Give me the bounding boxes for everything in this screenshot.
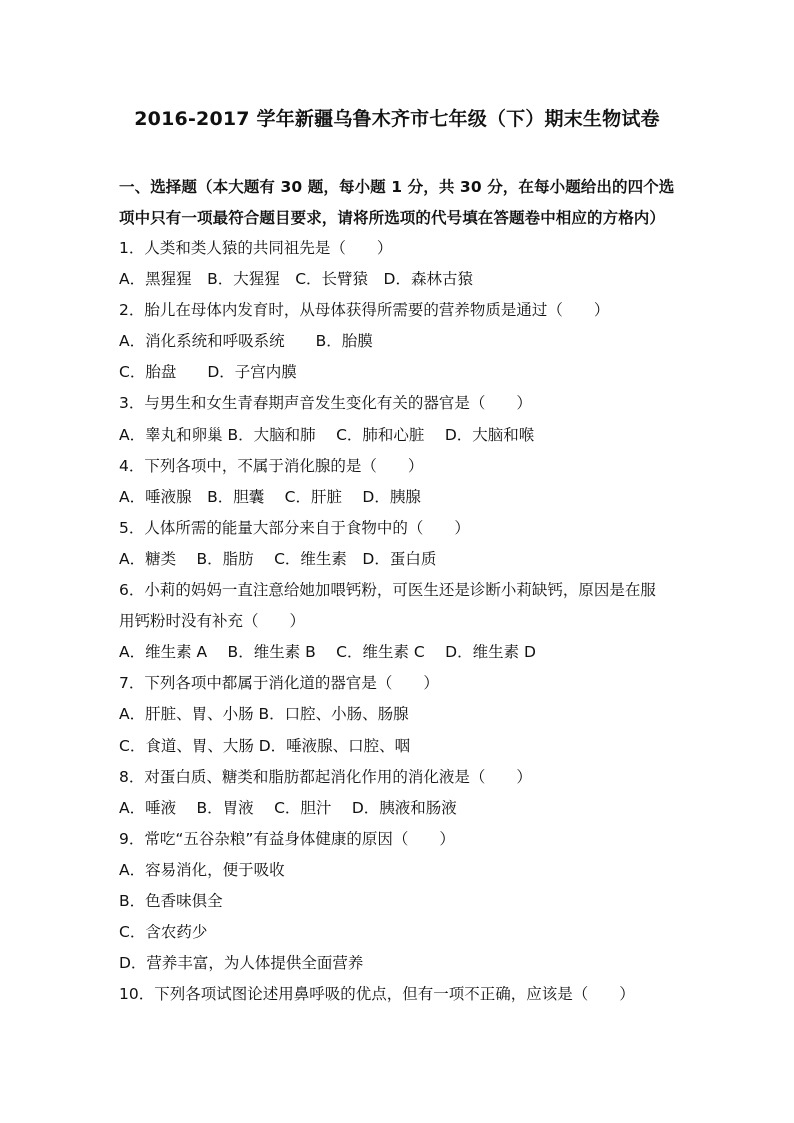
question-7-options-c-d: C．食道、胃、大肠 D．唾液腺、口腔、咽 [119,736,411,755]
question-9-option-a: A．容易消化，便于吸收 [119,860,285,879]
question-5: 5．人体所需的能量大部分来自于食物中的（ ） [119,518,470,537]
question-2-options-a-b: A．消化系统和呼吸系统 B．胎膜 [119,332,373,351]
question-7: 7．下列各项中都属于消化道的器官是（ ） [119,674,439,693]
question-2-options-c-d: C．胎盘 D．子宫内膜 [119,363,297,382]
question-1: 1．人类和类人猿的共同祖先是（ ） [119,239,393,257]
question-7-options-a-b: A．肝脏、胃、小肠 B．口腔、小肠、肠腺 [119,705,409,724]
page-title: 2016-2017 学年新疆乌鲁木齐市七年级（下）期末生物试卷 [134,108,660,130]
question-9-option-b: B．色香味俱全 [119,891,223,910]
section-instruction-line-1: 一、选择题（本大题有 30 题，每小题 1 分，共 30 分，在每小题给出的四个选 [119,178,675,196]
question-9: 9．常吃“五谷杂粮”有益身体健康的原因（ ） [119,829,455,848]
question-10: 10．下列各项试图论述用鼻呼吸的优点，但有一项不正确，应该是（ ） [119,985,635,1004]
question-9-option-d: D．营养丰富，为人体提供全面营养 [119,954,364,973]
question-2: 2．胎儿在母体内发育时，从母体获得所需要的营养物质是通过（ ） [119,301,610,320]
section-instruction-line-2: 项中只有一项最符合题目要求，请将所选项的代号填在答题卷中相应的方格内） [119,209,666,227]
question-4-options: A．唾液腺 B．胆囊 C．肝脏 D．胰腺 [119,487,421,506]
question-3-options: A．睾丸和卵巢 B．大脑和肺 C．肺和心脏 D．大脑和喉 [119,425,535,444]
question-4: 4．下列各项中，不属于消化腺的是（ ） [119,456,424,475]
question-5-options: A．糖类 B．脂肪 C．维生素 D．蛋白质 [119,549,437,568]
question-list [119,233,684,1010]
section-header [119,172,684,234]
question-8-options: A．唾液 B．胃液 C．胆汁 D．胰液和肠液 [119,798,457,817]
question-8: 8．对蛋白质、糖类和脂肪都起消化作用的消化液是（ ） [119,767,532,786]
question-3: 3．与男生和女生青春期声音发生变化有关的器官是（ ） [119,394,532,413]
question-9-option-c: C．含农药少 [119,923,208,942]
question-6-options: A．维生素 A B．维生素 B C．维生素 C D．维生素 D [119,643,536,662]
question-6-line-1: 6．小莉的妈妈一直注意给她加喂钙粉，可医生还是诊断小莉缺钙，原因是在服 [119,581,656,600]
question-6-line-2: 用钙粉时没有补充（ ） [119,612,306,631]
question-1-options: A．黑猩猩 B．大猩猩 C．长臂猿 D．森林古猿 [119,270,473,289]
